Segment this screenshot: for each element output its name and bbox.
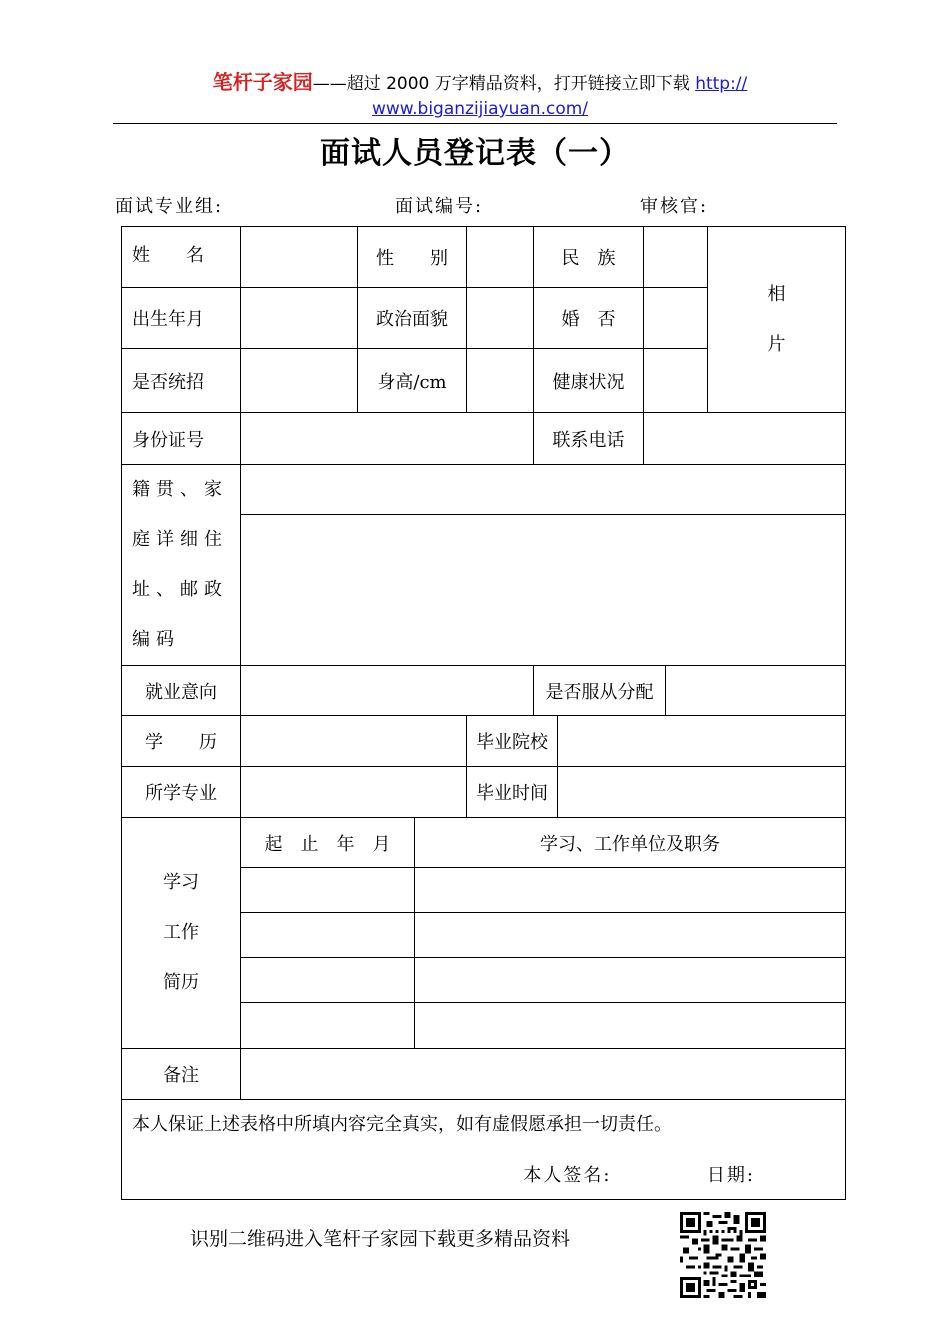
native-line-1: 籍贯、家 — [132, 479, 228, 500]
brand-name: 笔杆子家园 — [212, 70, 313, 94]
interview-group-label: 面试专业组: — [115, 196, 224, 217]
label-height: 身高/cm — [358, 349, 467, 413]
site-banner — [100, 70, 860, 122]
website-link-cont[interactable]: www.biganzijiayuan.com/ — [371, 99, 589, 119]
label-education: 学 历 — [122, 716, 241, 767]
reviewer-label: 审核官: — [640, 196, 709, 217]
resume-period-3[interactable] — [241, 958, 415, 1003]
label-marital: 婚 否 — [534, 288, 644, 349]
qr-code-icon — [680, 1212, 766, 1298]
label-intent: 就业意向 — [122, 666, 241, 716]
field-marital[interactable] — [644, 288, 708, 349]
resume-line-3: 简历 — [163, 972, 199, 993]
field-phone[interactable] — [644, 413, 846, 465]
field-intent[interactable] — [241, 666, 534, 716]
resume-line-1: 学习 — [163, 872, 199, 893]
resume-unit-1[interactable] — [415, 868, 846, 913]
page-title: 面试人员登记表（一） — [320, 136, 630, 171]
pledge-text: 本人保证上述表格中所填内容完全真实，如有虚假愿承担一切责任。 — [132, 1114, 672, 1135]
field-id-number[interactable] — [241, 413, 534, 465]
signature-label: 本人签名: — [523, 1165, 612, 1186]
field-education[interactable] — [241, 716, 467, 767]
resume-unit-4[interactable] — [415, 1003, 846, 1049]
field-political[interactable] — [467, 288, 534, 349]
label-grad-time: 毕业时间 — [467, 767, 558, 818]
interview-number-label: 面试编号: — [395, 196, 484, 217]
field-height[interactable] — [467, 349, 534, 413]
field-obey[interactable] — [666, 666, 846, 716]
label-health: 健康状况 — [534, 349, 644, 413]
field-school[interactable] — [558, 716, 846, 767]
website-link[interactable]: http:// — [695, 74, 748, 94]
label-unified: 是否统招 — [122, 349, 241, 413]
photo-label-1: 相 — [767, 283, 786, 305]
field-ethnicity[interactable] — [644, 227, 708, 288]
footer-note: 识别二维码进入笔杆子家园下载更多精品资料 — [190, 1228, 571, 1250]
field-gender[interactable] — [467, 227, 534, 288]
label-name: 姓 名 — [122, 227, 241, 288]
label-major: 所学专业 — [122, 767, 241, 818]
field-remarks[interactable] — [241, 1049, 846, 1100]
label-remarks: 备注 — [122, 1049, 241, 1100]
label-school: 毕业院校 — [467, 716, 558, 767]
signature-row — [523, 1161, 755, 1187]
resume-line-2: 工作 — [163, 922, 199, 943]
field-name[interactable] — [241, 227, 358, 288]
label-obey: 是否服从分配 — [534, 666, 666, 716]
photo-box[interactable] — [708, 227, 846, 413]
label-gender: 性 别 — [358, 227, 467, 288]
field-grad-time[interactable] — [558, 767, 846, 818]
label-id-number: 身份证号 — [122, 413, 241, 465]
native-line-3: 址、邮政 — [132, 579, 228, 600]
registration-form — [121, 226, 846, 1200]
resume-period-2[interactable] — [241, 913, 415, 958]
resume-unit-2[interactable] — [415, 913, 846, 958]
label-native-address — [122, 465, 241, 666]
header-period: 起 止 年 月 — [241, 818, 415, 868]
date-label: 日期: — [706, 1165, 755, 1186]
native-line-2: 庭详细住 — [132, 529, 228, 550]
label-birth: 出生年月 — [122, 288, 241, 349]
header-unit: 学习、工作单位及职务 — [415, 818, 846, 868]
photo-label-2: 片 — [767, 333, 786, 355]
pledge-section — [122, 1100, 846, 1200]
field-major[interactable] — [241, 767, 467, 818]
field-home-address[interactable] — [241, 515, 846, 666]
field-birth[interactable] — [241, 288, 358, 349]
native-line-4: 编码 — [132, 629, 180, 650]
resume-period-1[interactable] — [241, 868, 415, 913]
field-health[interactable] — [644, 349, 708, 413]
label-ethnicity: 民 族 — [534, 227, 644, 288]
field-unified[interactable] — [241, 349, 358, 413]
resume-unit-3[interactable] — [415, 958, 846, 1003]
banner-tagline: ——超过 2000 万字精品资料，打开链接立即下载 — [312, 74, 696, 94]
label-resume — [122, 818, 241, 1049]
field-native-place[interactable] — [241, 465, 846, 515]
label-political: 政治面貌 — [358, 288, 467, 349]
label-phone: 联系电话 — [534, 413, 644, 465]
header-divider — [113, 123, 837, 124]
resume-period-4[interactable] — [241, 1003, 415, 1049]
